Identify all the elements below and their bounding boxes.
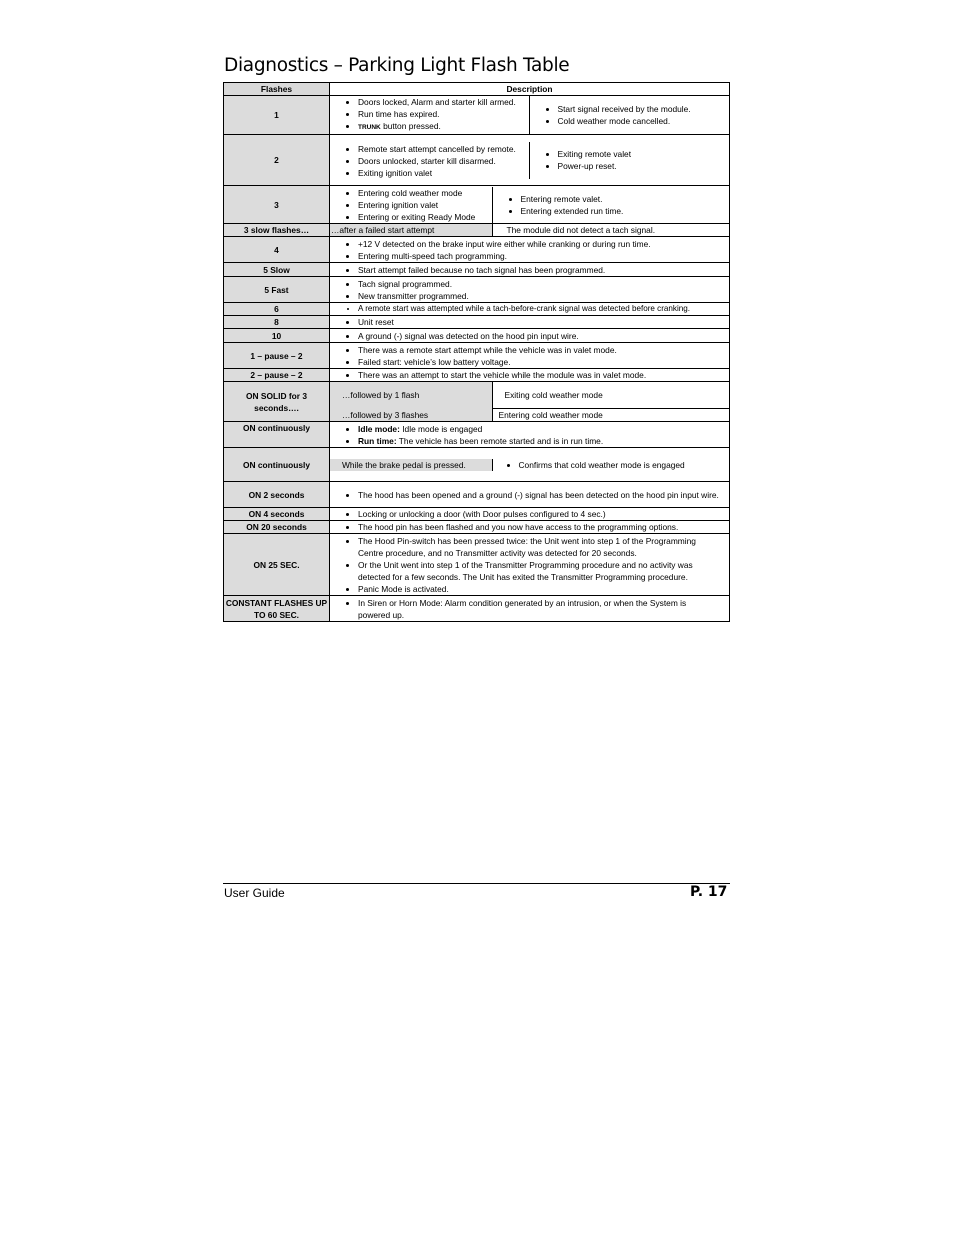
table-row	[224, 596, 730, 622]
list-item: • +12 V detected on the brake input wire either while cranking or during run time.	[358, 238, 729, 250]
description-cell	[330, 277, 730, 303]
description-cell	[330, 482, 730, 508]
description-cell	[330, 422, 730, 448]
table-row	[224, 263, 730, 277]
list-item: • New transmitter programmed.	[358, 290, 729, 302]
run-time-label: Run time:	[358, 435, 397, 446]
list-item: • Unit reset	[358, 316, 729, 328]
run-time-text: The vehicle has been remote started and is in run time.	[396, 435, 604, 446]
result-text: The module did not detect a tach signal.	[492, 224, 729, 236]
table-row	[224, 96, 730, 135]
list-item: • Panic Mode is activated.	[358, 583, 723, 595]
description-cell	[330, 96, 730, 135]
flash-cell: 6	[224, 303, 330, 316]
flash-cell: 5 Fast	[224, 277, 330, 303]
table-row	[224, 237, 730, 263]
footer-guide-label: User Guide	[224, 886, 285, 900]
list-item: • Entering cold weather mode	[358, 187, 492, 199]
flash-cell: 1	[224, 96, 330, 135]
condition-text: While the brake pedal is pressed.	[330, 459, 492, 471]
table-row	[224, 224, 730, 237]
description-cell	[330, 508, 730, 521]
description-cell	[330, 316, 730, 329]
list-item: • Start signal received by the module.	[558, 103, 730, 115]
flash-cell: 10	[224, 329, 330, 343]
table-row	[224, 508, 730, 521]
footer-divider	[223, 883, 730, 884]
result-cell	[492, 459, 729, 471]
flash-cell: ON continuously	[224, 448, 330, 482]
description-cell	[330, 521, 730, 534]
list-item: • A ground (-) signal was detected on the hood pin input wire.	[358, 330, 729, 342]
idle-mode-label: Idle mode:	[358, 423, 400, 434]
list-item: • Cold weather mode cancelled.	[558, 115, 730, 127]
list-item: • The hood pin has been flashed and you now have access to the programming options.	[358, 521, 729, 533]
list-item: • Entering ignition valet	[358, 199, 492, 211]
list-item: • Entering extended run time.	[521, 205, 730, 217]
list-item	[358, 120, 529, 134]
list-item: • Or the Unit went into step 1 of the Transmitter Programming procedure and no activity was detected for a few seconds. The Unit has exited the Transmitter Programming procedure.	[358, 559, 723, 583]
flash-cell: 2	[224, 135, 330, 186]
flash-cell: ON 4 seconds	[224, 508, 330, 521]
list-item: • Entering multi-speed tach programming.	[358, 250, 729, 262]
list-item: • There was an attempt to start the vehicle while the module was in valet mode.	[358, 369, 729, 381]
list-item: • Power-up reset.	[558, 160, 730, 172]
list-item: • Remote start attempt cancelled by remote.	[358, 143, 529, 155]
flash-cell: CONSTANT FLASHES UP TO 60 SEC.	[224, 596, 330, 622]
description-cell	[330, 263, 730, 277]
table-row	[224, 186, 730, 224]
flash-cell: 1 – pause – 2	[224, 343, 330, 369]
condition-text: …followed by 3 flashes	[330, 408, 492, 421]
description-cell	[330, 237, 730, 263]
list-item: • The hood has been opened and a ground (-) signal has been detected on the hood pin input wire.	[358, 489, 725, 501]
trunk-label: TRUNK	[358, 124, 381, 131]
description-cell	[330, 224, 730, 237]
list-item: • Doors unlocked, starter kill disarmed.	[358, 155, 529, 167]
flash-cell: 2 – pause – 2	[224, 369, 330, 382]
table-row	[224, 343, 730, 369]
list-item: • Exiting remote valet	[558, 148, 730, 160]
flash-cell: ON SOLID for 3 seconds….	[224, 382, 330, 422]
table-row	[224, 369, 730, 382]
list-item: • Run time has expired.	[358, 108, 529, 120]
flash-cell: 3 slow flashes…	[224, 224, 330, 237]
table-row	[224, 316, 730, 329]
idle-mode-text: Idle mode is engaged	[399, 423, 483, 434]
list-item: • A remote start was attempted while a tach-before-crank signal was detected before cranking.	[358, 303, 729, 315]
page-number: P. 17	[690, 884, 728, 900]
table-row	[224, 521, 730, 534]
table-row	[224, 135, 730, 186]
table-row	[224, 329, 730, 343]
result-text: Exiting cold weather mode	[492, 382, 729, 408]
description-cell	[330, 596, 730, 622]
description-cell	[330, 186, 730, 224]
description-cell	[330, 135, 730, 186]
result-text: Entering cold weather mode	[492, 408, 729, 421]
list-item: • Exiting ignition valet	[358, 167, 529, 179]
table-row	[224, 422, 730, 448]
table-row	[224, 534, 730, 596]
list-item: • Start attempt failed because no tach signal has been programmed.	[358, 264, 729, 276]
description-cell	[330, 343, 730, 369]
description-cell	[330, 369, 730, 382]
list-item	[358, 435, 729, 447]
table-row	[224, 277, 730, 303]
condition-text: …followed by 1 flash	[330, 382, 492, 408]
flash-cell: ON 20 seconds	[224, 521, 330, 534]
list-item: • Entering remote valet.	[521, 193, 730, 205]
trunk-text: button pressed.	[380, 121, 441, 131]
header-description: Description	[330, 83, 730, 96]
flash-cell: 3	[224, 186, 330, 224]
description-cell	[330, 382, 730, 422]
flash-cell: 5 Slow	[224, 263, 330, 277]
flash-cell: ON 2 seconds	[224, 482, 330, 508]
header-flashes: Flashes	[224, 83, 330, 96]
table-row	[224, 448, 730, 482]
list-item: • Locking or unlocking a door (with Door pulses configured to 4 sec.)	[358, 508, 729, 520]
flash-cell: 4	[224, 237, 330, 263]
table-row	[224, 482, 730, 508]
list-item: • Doors locked, Alarm and starter kill armed.	[358, 96, 529, 108]
page-title: Diagnostics – Parking Light Flash Table	[224, 55, 570, 76]
description-cell	[330, 329, 730, 343]
condition-text: …after a failed start attempt	[330, 224, 492, 236]
list-item: • Tach signal programmed.	[358, 278, 729, 290]
list-item: • Entering or exiting Ready Mode	[358, 211, 492, 223]
flash-cell: ON continuously	[224, 422, 330, 448]
description-cell	[330, 534, 730, 596]
flash-cell: ON 25 SEC.	[224, 534, 330, 596]
list-item: • Confirms that cold weather mode is engaged	[519, 459, 730, 471]
list-item: • Failed start: vehicle’s low battery voltage.	[358, 356, 729, 368]
list-item: • There was a remote start attempt while the vehicle was in valet mode.	[358, 344, 729, 356]
description-cell	[330, 303, 730, 316]
list-item: • In Siren or Horn Mode: Alarm condition generated by an intrusion, or when the System is powered up.	[358, 597, 719, 621]
table-row	[224, 303, 730, 316]
table-row	[224, 382, 730, 422]
diagnostics-table	[223, 82, 730, 622]
table-header-row	[224, 83, 730, 96]
description-cell	[330, 448, 730, 482]
flash-cell: 8	[224, 316, 330, 329]
list-item: • The Hood Pin-switch has been pressed twice: the Unit went into step 1 of the Programming Centre procedure, and no Transmitter activity was detected for 20 seconds.	[358, 535, 723, 559]
list-item	[358, 423, 729, 435]
